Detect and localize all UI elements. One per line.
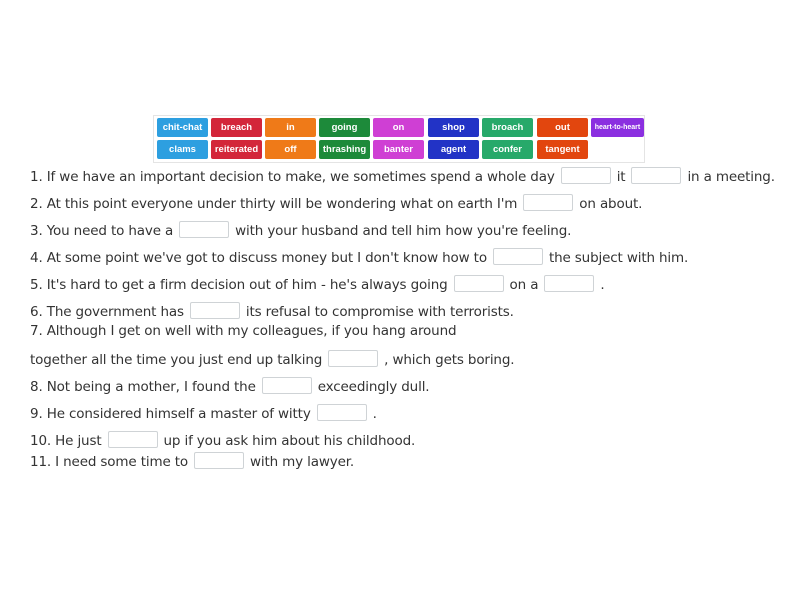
sentence-text: 2. At this point everyone under thirty will be wondering what on earth I'm [30,196,518,212]
word-tile-breach[interactable]: breach [211,118,262,137]
sentence-text: exceedingly dull. [317,379,430,395]
sentence-3 [30,221,571,239]
word-tile-off[interactable]: off [265,140,316,159]
answer-gap[interactable] [454,275,504,292]
sentence-text: 10. He just [30,433,102,449]
sentence-text: it [616,169,626,185]
answer-gap[interactable] [523,194,573,211]
answer-gap[interactable] [194,452,244,469]
sentence-text: . [372,406,377,422]
word-tile-going[interactable]: going [319,118,370,137]
sentence-text: 6. The government has [30,304,184,320]
sentence-9 [30,377,429,395]
sentence-7 [30,323,456,339]
word-tile-out[interactable]: out [537,118,588,137]
sentence-10 [30,404,377,422]
word-tile-agent[interactable]: agent [428,140,479,159]
answer-gap[interactable] [108,431,158,448]
word-tile-on[interactable]: on [373,118,424,137]
sentence-1 [30,167,775,185]
answer-gap[interactable] [631,167,681,184]
word-tile-tangent[interactable]: tangent [537,140,588,159]
sentence-text: the subject with him. [548,250,689,266]
word-tile-heart-to-heart[interactable]: heart-to-heart [591,118,644,137]
sentence-6 [30,302,514,320]
answer-gap[interactable] [179,221,229,238]
word-tile-banter[interactable]: banter [373,140,424,159]
answer-gap[interactable] [561,167,611,184]
sentence-text: 8. Not being a mother, I found the [30,379,256,395]
sentence-4 [30,248,688,266]
sentence-text: . [600,277,605,293]
sentence-text: 4. At some point we've got to discuss money but I don't know how to [30,250,487,266]
sentence-text: , which gets boring. [384,352,515,368]
sentence-text: 9. He considered himself a master of witty [30,406,311,422]
word-tile-in[interactable]: in [265,118,316,137]
sentence-text: 7. Although I get on well with my colleagues, if you hang around [30,323,457,339]
answer-gap[interactable] [190,302,240,319]
answer-gap[interactable] [328,350,378,367]
sentence-text: with your husband and tell him how you're feeling. [235,223,572,239]
sentence-text: 3. You need to have a [30,223,174,239]
sentence-12 [30,452,354,470]
sentence-text: its refusal to compromise with terrorists. [245,304,514,320]
word-tile-broach[interactable]: broach [482,118,533,137]
sentence-8 [30,350,514,368]
word-tile-confer[interactable]: confer [482,140,533,159]
sentence-5 [30,275,604,293]
sentence-2 [30,194,642,212]
sentence-text: on a [509,277,539,293]
answer-gap[interactable] [544,275,594,292]
sentence-text: 1. If we have an important decision to make, we sometimes spend a whole day [30,169,555,185]
word-tile-chit-chat[interactable]: chit-chat [157,118,208,137]
sentence-text: 5. It's hard to get a firm decision out of him - he's always going [30,277,448,293]
answer-gap[interactable] [262,377,312,394]
word-tile-thrashing[interactable]: thrashing [319,140,370,159]
sentence-text: on about. [579,196,643,212]
sentence-text: up if you ask him about his childhood. [163,433,416,449]
sentence-text: with my lawyer. [250,454,355,470]
sentence-text: 11. I need some time to [30,454,188,470]
word-tile-reiterated[interactable]: reiterated [211,140,262,159]
word-tile-shop[interactable]: shop [428,118,479,137]
sentence-text: in a meeting. [687,169,775,185]
answer-gap[interactable] [317,404,367,421]
sentence-text: together all the time you just end up talking [30,352,323,368]
sentence-11 [30,431,415,449]
answer-gap[interactable] [493,248,543,265]
word-tile-clams[interactable]: clams [157,140,208,159]
